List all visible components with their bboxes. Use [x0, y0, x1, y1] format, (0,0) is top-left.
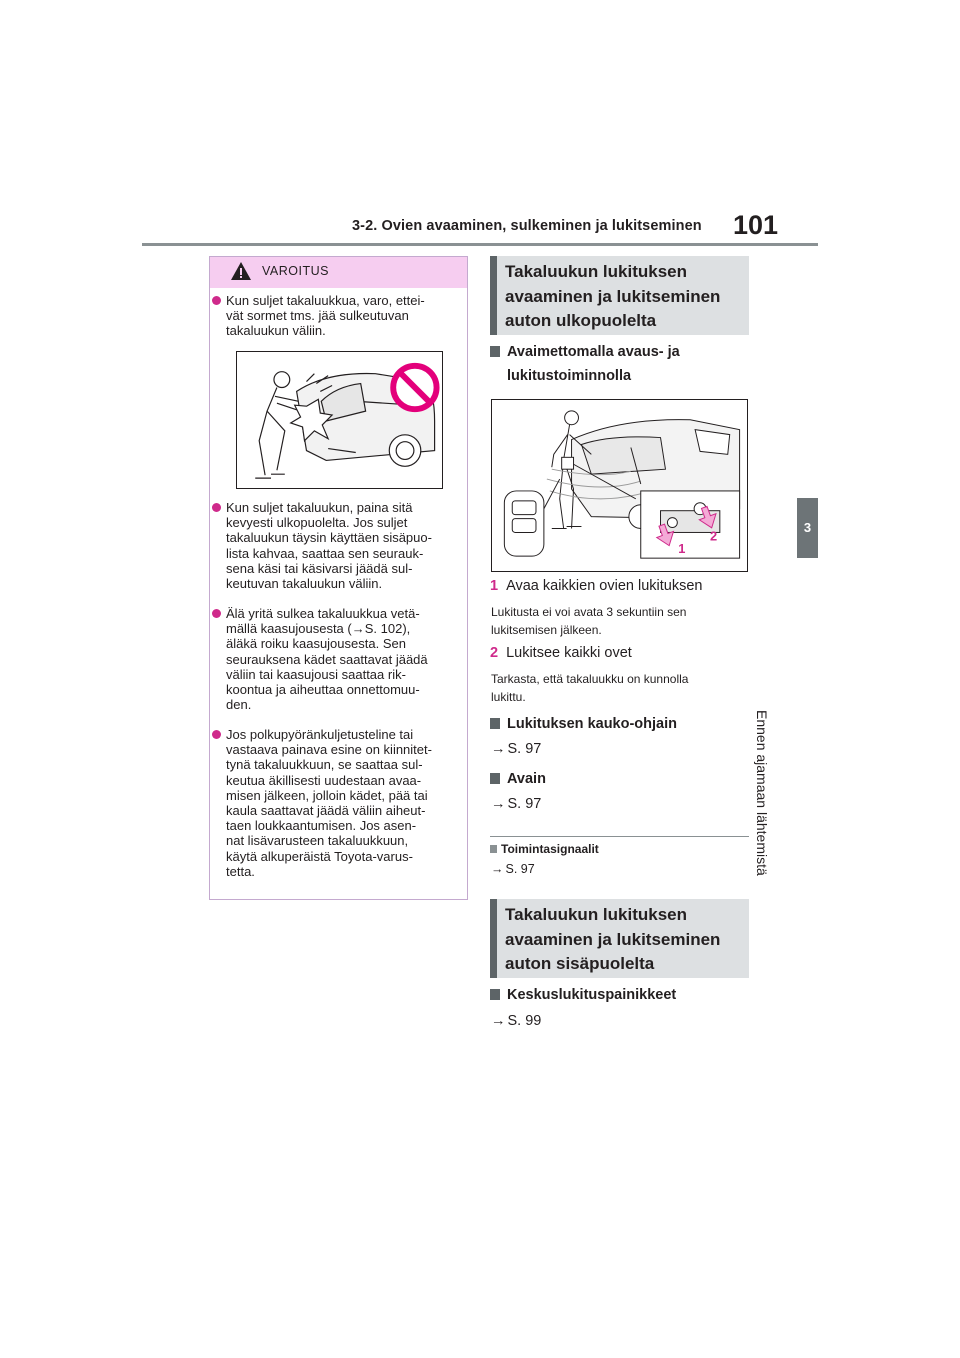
warning-item-text: Älä yritä sulkea takaluukkua vetä- mällä kaasujousesta (→S. 102), äläkä roiku kaasujousesta. Sen seurauksena kädet saattavat jäädä väliin tai kaasujousi saattaa rik- koontua ja aiheuttaa onnettomuu- den.	[226, 606, 428, 713]
step-text: Lukitsee kaikki ovet	[506, 645, 632, 661]
step-1	[490, 578, 702, 594]
subhead-label: Avain	[507, 771, 546, 787]
page-reference[interactable]	[491, 741, 541, 757]
subhead-keyless	[490, 340, 680, 388]
step-number: 2	[490, 645, 499, 661]
divider	[490, 836, 749, 837]
arrow-icon: →	[491, 862, 504, 876]
chapter-tab: 3	[797, 498, 818, 558]
step-2	[490, 645, 632, 661]
section-heading-inside: Takaluukun lukituksen avaaminen ja lukitseminen auton sisäpuolelta	[490, 899, 749, 978]
warning-title: VAROITUS	[262, 264, 329, 278]
page-reference-text: S. 99	[507, 1013, 542, 1029]
keyless-trunk-illustration	[491, 399, 748, 572]
bullet-icon	[212, 296, 221, 305]
warning-item	[212, 606, 464, 712]
page-reference-text: S. 97	[505, 862, 535, 876]
warning-triangle-icon	[230, 261, 252, 281]
warning-item-text: Kun suljet takaluukkua, varo, ettei- vät sormet tms. jää sulkeutuvan takaluukun väliin.	[226, 293, 425, 339]
page-number: 101	[733, 210, 779, 240]
square-bullet-icon	[490, 845, 497, 853]
header-divider	[142, 243, 818, 246]
arrow-icon: →	[491, 796, 506, 812]
trunk-pinch-warning-illustration	[236, 351, 443, 489]
subhead-key	[490, 767, 546, 791]
subhead-remote	[490, 712, 677, 736]
page-reference[interactable]	[491, 1013, 541, 1029]
chapter-side-label: Ennen ajamaan lähtemistä	[754, 710, 770, 876]
arrow-icon: →	[491, 741, 506, 757]
arrow-icon: →	[491, 1013, 506, 1029]
callout-label-2: 2	[709, 528, 718, 544]
subhead-label: Toimintasignaalit	[501, 842, 599, 856]
warning-item	[212, 500, 464, 591]
bullet-icon	[212, 609, 221, 618]
warning-item	[212, 727, 464, 879]
callout-label-1: 1	[678, 541, 686, 557]
subhead-label: Avaimettomalla avaus- ja lukitustoiminnolla	[507, 344, 680, 384]
page-reference-text: S. 97	[507, 796, 542, 812]
subhead-label: Lukituksen kauko-ohjain	[507, 716, 677, 732]
subhead-signals	[490, 842, 599, 856]
bullet-icon	[212, 730, 221, 739]
warning-item-text: Jos polkupyöränkuljetusteline tai vastaava painava esine on kiinnitet- tynä takaluukkuun, se saattaa sul- keutua äkillisesti uudestaan avaa- misen jälkeen, jolloin kädet, pää tai kaula saattavat jäädä väliin aiheut- taen loukkaantumisen. Jos asen- nat lisävarusteen takaluukkuun, käytä alkuperäistä Toyota-varus- tetta.	[226, 727, 432, 879]
subhead-central-locking	[490, 983, 676, 1007]
square-bullet-icon	[490, 346, 500, 357]
step-1-note: Lukitusta ei voi avata 3 sekuntiin sen lukitsemisen jälkeen.	[491, 605, 687, 637]
square-bullet-icon	[490, 718, 500, 729]
page-reference[interactable]	[491, 796, 541, 812]
square-bullet-icon	[490, 989, 500, 1000]
chapter-title: 3-2. Ovien avaaminen, sulkeminen ja lukitseminen	[352, 218, 702, 234]
bullet-icon	[212, 503, 221, 512]
warning-item	[212, 293, 464, 339]
warning-item-text: Kun suljet takaluukun, paina sitä kevyesti ulkopuolelta. Jos suljet takaluukun täysin käyttäen sisäpuo- lista kahvaa, saattaa sen seurauk- sena käsi tai käsivarsi jäädä sul- keutuvan takaluukun väliin.	[226, 500, 432, 592]
page-reference-text: S. 97	[507, 741, 542, 757]
subhead-label: Keskuslukituspainikkeet	[507, 987, 677, 1003]
step-2-note: Tarkasta, että takaluukku on kunnolla lukittu.	[491, 672, 689, 704]
step-text: Avaa kaikkien ovien lukituksen	[506, 578, 703, 594]
step-number: 1	[490, 578, 499, 594]
square-bullet-icon	[490, 773, 500, 784]
section-heading-outside: Takaluukun lukituksen avaaminen ja lukitseminen auton ulkopuolelta	[490, 256, 749, 335]
page-reference[interactable]	[491, 862, 535, 876]
